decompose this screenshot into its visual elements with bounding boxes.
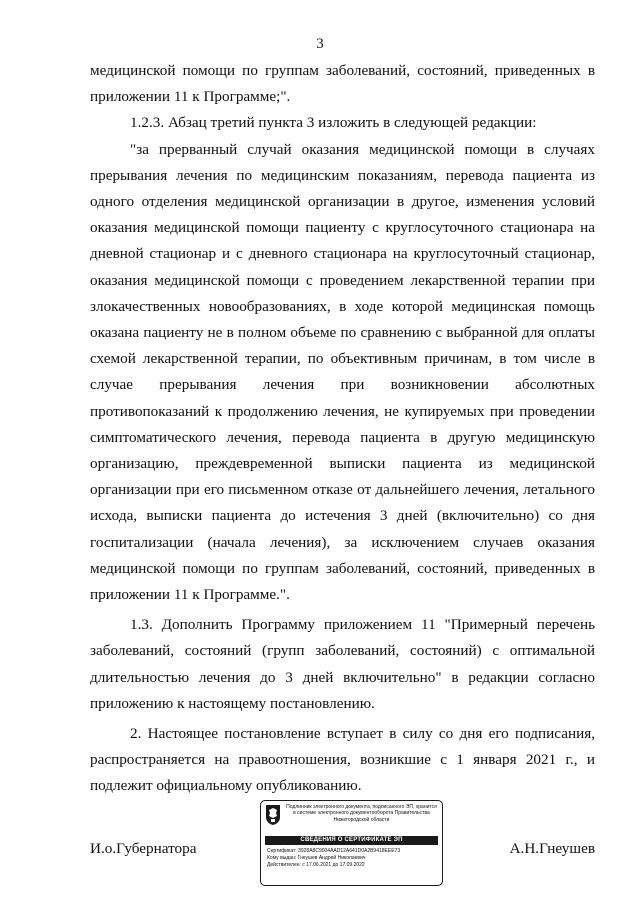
paragraph-continuation: медицинской помощи по группам заболеваний, состояний, приведенных в приложении 11 к Программе;".: [90, 62, 595, 106]
stamp-row-valid: Действителен: с 17.06.2021 до 17.09.2022: [267, 861, 365, 868]
paragraph-2: 2. Настоящее постановление вступает в силу со дня его подписания, распространяется на правоотношения, возникшие с 1 января 2021 г., и подлежит официальному опубликованию.: [90, 725, 595, 795]
stamp-details: [261, 848, 442, 868]
signature-title: И.о.Губернатора: [90, 840, 197, 857]
stamp-header: СВЕДЕНИЯ О СЕРТИФИКАТЕ ЭП: [265, 836, 438, 845]
paragraph-1-2-3: 1.2.3. Абзац третий пункта 3 изложить в следующей редакции:: [130, 114, 537, 132]
signature-name: А.Н.Гнеушев: [509, 840, 595, 857]
stamp-note: Подлинник электронного документа, подписанного ЭП, хранится в системе электронного документооборота Правительства Нижегородской области: [286, 804, 437, 823]
paragraph-quoted-text: "за прерванный случай оказания медицинской помощи в случаях прерывания лечения по медицинским показаниям, перевода пациента из одного отделения медицинской организации в другое, изменения условий оказания медицинской помощи пациенту с круглосуточного стационара на дневной стационар и с дневного стационара на круглосуточный стационар, оказания медицинской помощи с проведением лекарственной терапии при злокачественных новообразованиях, в ходе которой медицинская помощь оказана пациенту не в полном объеме по сравнению с выбранной для оплаты схемой лекарственной терапии, по объективным причинам, в том числе в случае прерывания лечения при возникновении абсолютных противопоказаний к продолжению лечения, не купируемых при проведении симптоматического лечения, перевода пациента в другую медицинскую организацию, преждевременной выписки пациента из медицинской организации при его письменном отказе от дальнейшего лечения, летального исхода, выписки пациента до истечения 3 дней (включительно) со дня госпитализации (начала лечения), за исключением случаев оказания медицинской помощи по группам заболеваний, состояний, приведенных в приложении 11 к Программе.".: [90, 140, 595, 604]
stamp-row-issued-to: Кому выдан: Гнеушев Андрей Николаевич: [267, 854, 366, 861]
page-number: 3: [316, 36, 324, 52]
coat-of-arms-icon: [265, 804, 281, 826]
electronic-signature-stamp: [260, 800, 443, 886]
paragraph-1-3: 1.3. Дополнить Программу приложением 11 "Примерный перечень заболеваний, состояний (групп заболеваний, состояний) с оптимальной длительностью лечения до 3 дней включительно" в редакции согласно приложению к настоящему постановлению.: [90, 616, 595, 712]
document-body: [90, 58, 595, 800]
stamp-row-certificate: Сертификат: 3928A8C9004AAD12A641D0A2B9418EEE73: [267, 848, 401, 854]
